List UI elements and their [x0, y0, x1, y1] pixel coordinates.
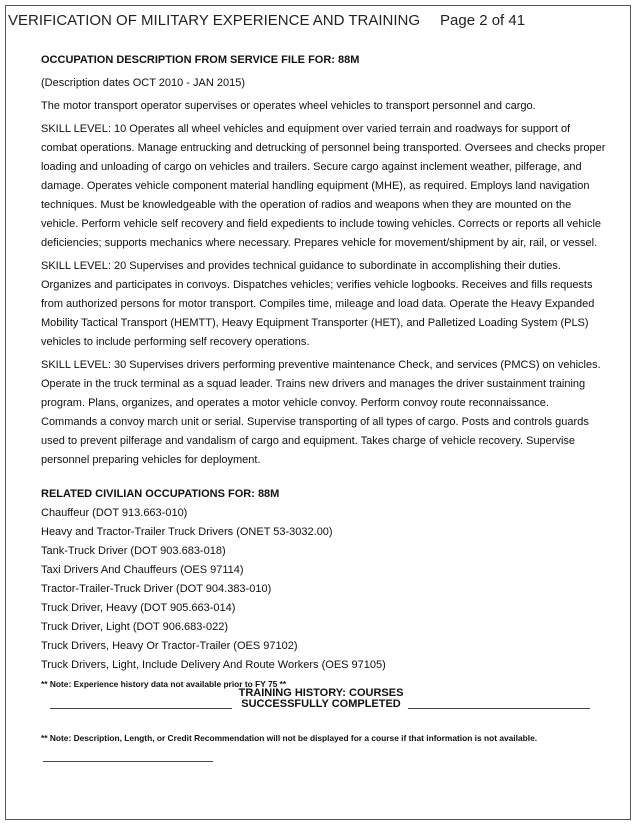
skill-level-10: SKILL LEVEL: 10 Operates all wheel vehicles and equipment over varied terrain and roadways for support of combat operations. Manage entrucking and detrucking of personnel being transported. Oversees and checks proper loading and unloading of cargo on vehicles and trailers. Secure cargo against inclement weather, pilferage, and damage. Operates vehicle component material handling equipment (MHE), as required. Employs land navigation techniques. Must be knowledgeable with the operation of radios and weapons when they are mounted on the vehicle. Perform vehicle self recovery and field expedients to include towing vehicles. Corrects or reports all vehicle deficiencies; supports mechanics where necessary. Prepares vehicle for movement/shipment by air, rail, or vessel. — [41, 123, 606, 249]
occupation-summary: The motor transport operator supervises or operates wheel vehicles to transport personnel and cargo. — [41, 100, 536, 112]
list-item: Heavy and Tractor-Trailer Truck Drivers (ONET 53-3032.00) — [41, 526, 333, 538]
list-item: Taxi Drivers And Chauffeurs (OES 97114) — [41, 564, 244, 576]
page-number: Page 2 of 41 — [440, 12, 526, 29]
training-heading-line1: TRAINING HISTORY: COURSES — [238, 687, 404, 699]
list-item: Truck Drivers, Heavy Or Tractor-Trailer (OES 97102) — [41, 640, 298, 652]
related-occupations-list — [41, 504, 607, 675]
divider-left — [50, 708, 232, 709]
related-heading: RELATED CIVILIAN OCCUPATIONS FOR: 88M — [41, 488, 280, 500]
list-item: Truck Driver, Heavy (DOT 905.663-014) — [41, 602, 236, 614]
skill-level-30: SKILL LEVEL: 30 Supervises drivers performing preventive maintenance Check, and services (PMCS) on vehicles. Operate in the truck terminal as a squad leader. Trains new drivers and manages the driver sustainment training program. Plans, organizes, and operates a motor vehicle convoy. Perform convoy route reconnaissance. Commands a convoy march unit or serial. Supervise transporting of all types of cargo. Posts and controls guards used to prevent pilferage and vandalism of cargo and equipment. Takes charge of vehicle recovery. Supervise personnel preparing vehicles for deployment. — [41, 359, 601, 466]
main-content — [41, 51, 607, 692]
experience-note: ** Note: Experience history data not available prior to FY 75 ** — [41, 679, 287, 689]
training-heading-line2: SUCCESSFULLY COMPLETED — [241, 698, 401, 710]
training-heading — [234, 688, 408, 710]
list-item: Tractor-Trailer-Truck Driver (DOT 904.383-010) — [41, 583, 272, 595]
description-dates: (Description dates OCT 2010 - JAN 2015) — [41, 77, 245, 89]
skill-level-20: SKILL LEVEL: 20 Supervises and provides technical guidance to subordinate in accomplishing their duties. Organizes and participates in convoys. Dispatches vehicles; verifies vehicle logbooks. Receives and fills requests from authorized persons for motor transport. Compiles time, mileage and load data. Operate the Heavy Expanded Mobility Tactical Transport (HEMTT), Heavy Equipment Transporter (HET), and Palletized Loading System (PLS) vehicles to include performing self recovery operations. — [41, 260, 595, 348]
divider-right — [408, 708, 590, 709]
occupation-heading: OCCUPATION DESCRIPTION FROM SERVICE FILE FOR: 88M — [41, 54, 360, 66]
list-item: Tank-Truck Driver (DOT 903.683-018) — [41, 545, 226, 557]
training-history-header — [44, 688, 590, 722]
list-item: Truck Drivers, Light, Include Delivery And Route Workers (OES 97105) — [41, 659, 386, 671]
training-note: ** Note: Description, Length, or Credit Recommendation will not be displayed for a course if that information is not available. — [41, 733, 538, 743]
list-item: Chauffeur (DOT 913.663-010) — [41, 507, 188, 519]
divider-bottom — [43, 761, 213, 762]
list-item: Truck Driver, Light (DOT 906.683-022) — [41, 621, 229, 633]
document-title: VERIFICATION OF MILITARY EXPERIENCE AND TRAINING — [8, 12, 421, 29]
